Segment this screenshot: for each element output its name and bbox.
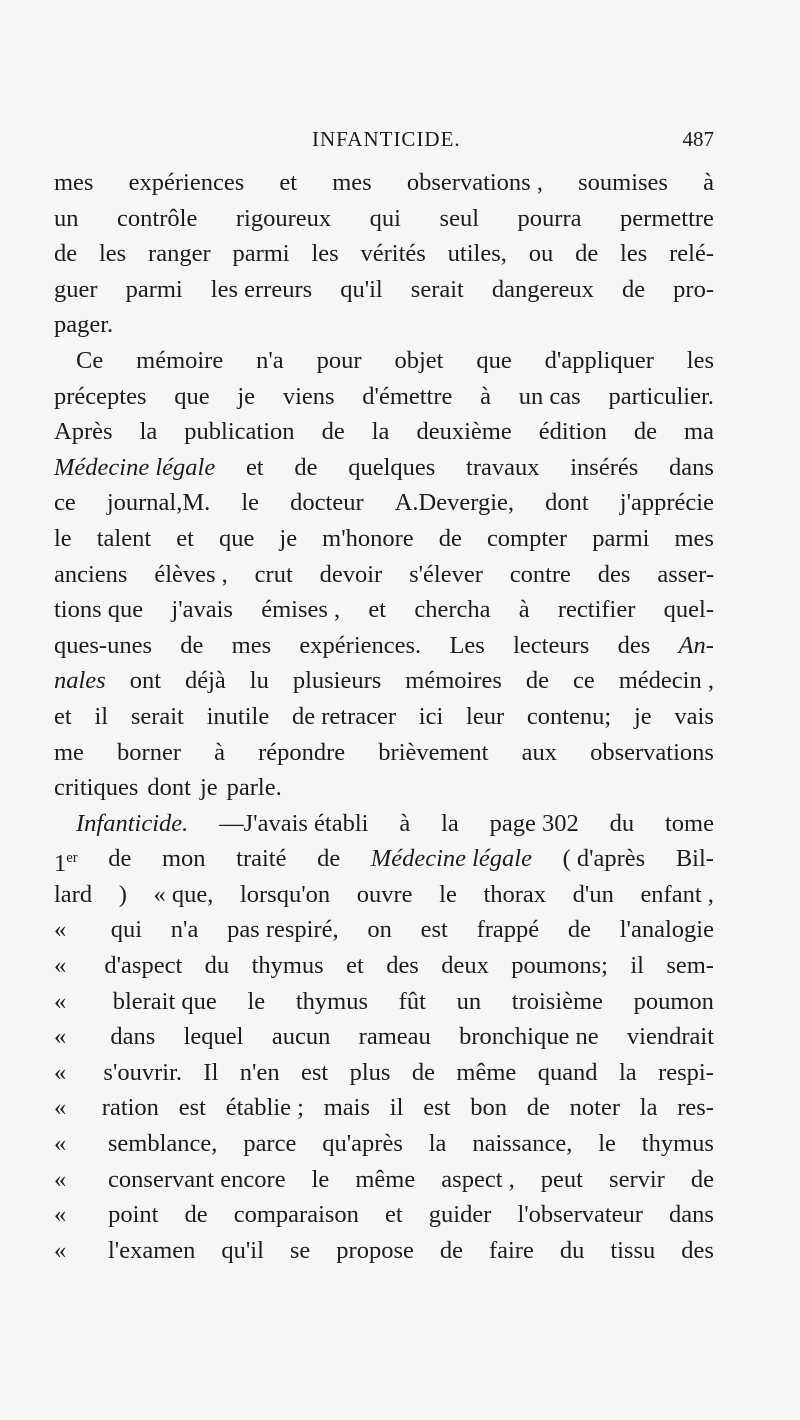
word: Il — [203, 1058, 219, 1086]
word: viendrait — [626, 1023, 714, 1051]
word: parce — [243, 1130, 297, 1158]
word: et — [54, 702, 72, 730]
page-header — [54, 127, 714, 163]
word: du — [559, 1236, 585, 1264]
word: frappé — [476, 916, 540, 944]
word: les — [620, 240, 648, 268]
word: m'honore — [322, 524, 414, 552]
word: que — [476, 346, 512, 374]
word: la — [441, 809, 459, 837]
word: rameau — [358, 1023, 431, 1051]
word: ration — [101, 1094, 159, 1122]
word: rectifier — [557, 596, 636, 624]
word: et — [279, 169, 298, 196]
word: je — [199, 774, 218, 802]
text-line — [54, 984, 714, 1020]
word: lequel — [183, 1023, 244, 1051]
word: il — [389, 1094, 404, 1122]
text-line — [54, 521, 714, 557]
word: la — [639, 1094, 658, 1122]
word: seul — [439, 204, 479, 232]
word: et — [245, 453, 264, 481]
word: Médecine légale — [370, 845, 532, 873]
text-line — [54, 806, 714, 842]
text-line — [54, 307, 714, 343]
word: nales — [54, 667, 106, 695]
word: thorax — [483, 880, 547, 908]
word: fût — [398, 987, 426, 1015]
text-line — [54, 628, 714, 664]
word: mes — [674, 524, 714, 552]
word: le — [241, 489, 260, 517]
word: la — [371, 418, 390, 446]
word: observations , — [406, 169, 543, 196]
word: travaux — [466, 453, 540, 481]
word: dans — [669, 453, 714, 481]
word: les — [686, 346, 714, 374]
word: serait — [130, 702, 184, 730]
word: traité — [236, 845, 287, 873]
word: le — [439, 880, 457, 908]
text-line — [54, 450, 714, 486]
word: d'un — [572, 880, 614, 908]
word: observations — [590, 738, 714, 766]
word: noter — [569, 1094, 620, 1122]
word: bronchique ne — [459, 1023, 599, 1051]
word: particulier. — [608, 382, 714, 410]
word: tissu — [610, 1236, 656, 1264]
word: du — [204, 952, 230, 980]
word: parmi — [125, 275, 183, 303]
word: de — [321, 418, 345, 446]
word: pas respiré, — [227, 916, 339, 944]
word: page 302 — [489, 809, 579, 837]
word: conservant encore — [108, 1165, 286, 1193]
word: point — [108, 1201, 159, 1229]
quote-mark: « — [54, 1201, 67, 1229]
text-line — [54, 236, 714, 272]
word: guer — [54, 275, 98, 303]
text-line — [54, 1233, 714, 1269]
quote-mark: « — [54, 1094, 67, 1122]
word: borner — [117, 738, 181, 766]
word: répondre — [258, 738, 346, 766]
quote-mark: « — [54, 1165, 67, 1193]
word: chercha — [414, 596, 491, 624]
text-line — [54, 948, 714, 984]
word: ranger — [148, 240, 211, 268]
word: on — [367, 916, 392, 944]
word: Après — [54, 418, 113, 446]
word: mémoire — [136, 346, 224, 374]
word: de — [567, 916, 591, 944]
word: que — [218, 524, 255, 552]
word: à — [399, 809, 411, 837]
word: ont — [129, 667, 162, 695]
word: des — [681, 1236, 714, 1264]
word: Les — [449, 631, 485, 659]
text-line — [54, 1126, 714, 1162]
word: « que, — [153, 880, 214, 908]
word: dans — [110, 1023, 156, 1051]
word: pour — [316, 346, 362, 374]
word: ( d'après — [562, 845, 646, 873]
text-line — [54, 272, 714, 308]
word: je — [237, 382, 256, 410]
word: et — [368, 596, 387, 624]
text-line — [54, 592, 714, 628]
word: mes — [54, 169, 94, 196]
text-line — [54, 557, 714, 593]
word: crut — [254, 560, 293, 588]
word: et — [385, 1201, 403, 1229]
text-line — [54, 1090, 714, 1126]
text-line — [54, 1197, 714, 1233]
word: tome — [664, 809, 714, 837]
word: dangereux — [491, 275, 594, 303]
text-line — [54, 735, 714, 771]
word: servir — [609, 1165, 665, 1193]
word: semblance, — [107, 1130, 218, 1158]
word: mes — [231, 631, 272, 659]
word: ici — [418, 702, 444, 730]
text-line — [54, 343, 714, 379]
word: l'observateur — [517, 1201, 643, 1229]
word: la — [139, 418, 158, 446]
text-line — [54, 841, 714, 877]
word: de — [621, 275, 646, 303]
word: les — [98, 240, 127, 268]
word: qu'il — [221, 1236, 264, 1264]
word: lu — [249, 667, 269, 695]
word: dont — [147, 774, 191, 802]
word: je — [633, 702, 652, 730]
word: j'avais — [171, 596, 233, 624]
word: déjà — [185, 667, 226, 695]
word: un — [456, 987, 482, 1015]
word: Ce — [76, 346, 104, 374]
word: de — [438, 524, 462, 552]
word: critiques — [54, 774, 139, 802]
word: ce — [54, 489, 76, 517]
text-line — [54, 912, 714, 948]
word: un cas — [518, 382, 581, 410]
word: à — [703, 169, 714, 196]
word: émises , — [261, 596, 341, 624]
word: que — [174, 382, 210, 410]
word: quel- — [663, 596, 714, 624]
word: contre — [509, 560, 571, 588]
word: les — [311, 240, 339, 268]
word: devoir — [319, 560, 383, 588]
word: pourra — [517, 204, 582, 232]
word: vérités — [360, 240, 426, 268]
word: aux — [521, 738, 557, 766]
word: de — [184, 1201, 208, 1229]
quote-mark: « — [54, 952, 67, 980]
word: de — [575, 240, 599, 268]
word: aucun — [271, 1023, 331, 1051]
text-line — [54, 1055, 714, 1091]
word: la — [618, 1058, 637, 1086]
word: ques-unes — [54, 631, 152, 659]
word: anciens — [54, 560, 128, 588]
quote-mark: « — [54, 987, 67, 1015]
text-line — [54, 1019, 714, 1055]
word: res- — [677, 1094, 714, 1122]
word: relé- — [669, 240, 714, 268]
word: permettre — [620, 204, 714, 232]
word: thymus — [295, 987, 368, 1015]
word: il — [94, 702, 109, 730]
word: d'appliquer — [544, 346, 654, 374]
word: ou — [528, 240, 554, 268]
word: même — [456, 1058, 517, 1086]
word: poumons; — [511, 952, 608, 980]
word: mémoires — [405, 667, 502, 695]
word: le — [598, 1130, 616, 1158]
word: journal,M. — [106, 489, 211, 517]
word: de — [525, 667, 550, 695]
word: comparaison — [233, 1201, 359, 1229]
word: de — [54, 240, 78, 268]
word: brièvement — [378, 738, 489, 766]
word: n'en — [239, 1058, 280, 1086]
word: de — [633, 418, 657, 446]
word: thymus — [251, 952, 324, 980]
word: de — [180, 631, 204, 659]
word: s'ouvrir. — [103, 1058, 183, 1086]
word: sem- — [666, 952, 714, 980]
word: ma — [684, 418, 714, 446]
quote-mark: « — [54, 1236, 67, 1264]
word: préceptes — [54, 382, 147, 410]
word: je — [279, 524, 298, 552]
word: Médecine légale — [54, 453, 216, 481]
word: lecteurs — [513, 631, 590, 659]
word: plusieurs — [292, 667, 382, 695]
word: l'analogie — [619, 916, 714, 944]
word: deux — [441, 952, 489, 980]
word: de retracer — [291, 702, 397, 730]
word: parmi — [232, 240, 290, 268]
word: —J'avais établi — [219, 809, 369, 837]
word: contrôle — [117, 204, 198, 232]
word: le — [247, 987, 266, 1015]
word: de — [317, 845, 341, 873]
word: dont — [545, 489, 589, 517]
word: du — [609, 809, 635, 837]
word: de — [108, 845, 132, 873]
word: ce — [573, 667, 595, 695]
word: soumises — [578, 169, 668, 196]
word: docteur — [290, 489, 364, 517]
word: un — [54, 204, 79, 232]
word: parle. — [226, 774, 282, 802]
word: ) — [118, 880, 127, 908]
word: tions que — [54, 596, 144, 624]
word: contenu; — [526, 702, 612, 730]
word: et — [176, 524, 194, 552]
word: aspect , — [441, 1165, 515, 1193]
word: s'élever — [409, 560, 483, 588]
text-line — [54, 1162, 714, 1198]
word: serait — [410, 275, 464, 303]
word: objet — [394, 346, 444, 374]
word: l'examen — [107, 1236, 196, 1264]
word: dans — [669, 1201, 714, 1229]
word: élèves , — [154, 560, 228, 588]
word: se — [289, 1236, 311, 1264]
word: naissance, — [472, 1130, 573, 1158]
running-title: INFANTICIDE. — [312, 127, 461, 151]
word: d'émettre — [362, 382, 453, 410]
word: pro- — [673, 275, 714, 303]
word: troisième — [511, 987, 603, 1015]
page-number: 487 — [682, 127, 714, 151]
word: 1er — [54, 850, 78, 878]
word: édition — [538, 418, 607, 446]
word: Infanticide. — [76, 809, 189, 837]
word: mais — [323, 1094, 371, 1122]
word: les erreurs — [210, 275, 313, 303]
word: parmi — [592, 524, 650, 552]
word: il — [630, 952, 644, 980]
word: de — [411, 1058, 435, 1086]
word: n'a — [256, 346, 284, 374]
word: n'a — [170, 916, 199, 944]
word: est — [423, 1094, 451, 1122]
word: médecin , — [618, 667, 714, 695]
text-line — [54, 770, 714, 806]
word: propose — [336, 1236, 414, 1264]
word: guider — [428, 1201, 492, 1229]
word: utiles, — [447, 240, 507, 268]
word: de — [526, 1094, 550, 1122]
word: compter — [486, 524, 568, 552]
word: vais — [674, 702, 714, 730]
word: qui — [110, 916, 143, 944]
word: expériences. — [299, 631, 422, 659]
text-line — [54, 699, 714, 735]
word: peut — [540, 1165, 583, 1193]
word: publication — [184, 418, 295, 446]
word: de — [439, 1236, 463, 1264]
word: qu'il — [340, 275, 383, 303]
word: est — [301, 1058, 329, 1086]
word: enfant , — [640, 880, 714, 908]
word: pager. — [54, 311, 114, 339]
word: établie ; — [225, 1094, 304, 1122]
word: j'apprécie — [619, 489, 714, 517]
word: mon — [161, 845, 206, 873]
word: A.Devergie, — [394, 489, 515, 517]
word: faire — [488, 1236, 534, 1264]
word: mes — [332, 169, 372, 196]
word: deuxième — [416, 418, 512, 446]
word: le — [311, 1165, 330, 1193]
text-line — [54, 165, 714, 201]
word: de — [294, 453, 318, 481]
text-line — [54, 663, 714, 699]
quote-mark: « — [54, 1058, 67, 1086]
word: insérés — [570, 453, 639, 481]
word: poumon — [633, 987, 714, 1015]
word: ouvre — [356, 880, 413, 908]
word: quand — [537, 1058, 598, 1086]
word: me — [54, 738, 84, 766]
text-line — [54, 414, 714, 450]
word: le — [54, 524, 72, 552]
word: qui — [369, 204, 401, 232]
word: rigoureux — [235, 204, 332, 232]
word: d'aspect — [104, 952, 183, 980]
word: est — [178, 1094, 206, 1122]
text-line — [54, 201, 714, 237]
quote-mark: « — [54, 1130, 67, 1158]
word: à — [480, 382, 492, 410]
word: bon — [470, 1094, 507, 1122]
word: blerait que — [112, 987, 217, 1015]
body-text — [54, 165, 714, 1268]
word: la — [428, 1130, 447, 1158]
word: à — [214, 738, 225, 766]
word: et — [346, 952, 364, 980]
word: An- — [678, 631, 714, 659]
word: respi- — [658, 1058, 714, 1086]
word: inutile — [206, 702, 270, 730]
text-line — [54, 379, 714, 415]
word: expériences — [128, 169, 245, 196]
word: est — [420, 916, 448, 944]
word: Bil- — [675, 845, 714, 873]
word: des — [386, 952, 419, 980]
text-line — [54, 485, 714, 521]
word: des — [597, 560, 631, 588]
quote-mark: « — [54, 916, 67, 944]
word: asser- — [657, 560, 714, 588]
word: à — [518, 596, 530, 624]
text-line — [54, 877, 714, 913]
word: lorsqu'on — [239, 880, 331, 908]
word: des — [617, 631, 651, 659]
word: thymus — [641, 1130, 714, 1158]
word: talent — [96, 524, 152, 552]
word: même — [355, 1165, 416, 1193]
word: lard — [54, 880, 93, 908]
word: quelques — [348, 453, 436, 481]
word: leur — [466, 702, 505, 730]
word: de — [690, 1165, 714, 1193]
quote-mark: « — [54, 1023, 67, 1051]
word: viens — [282, 382, 335, 410]
word: plus — [349, 1058, 391, 1086]
word: qu'après — [322, 1130, 403, 1158]
